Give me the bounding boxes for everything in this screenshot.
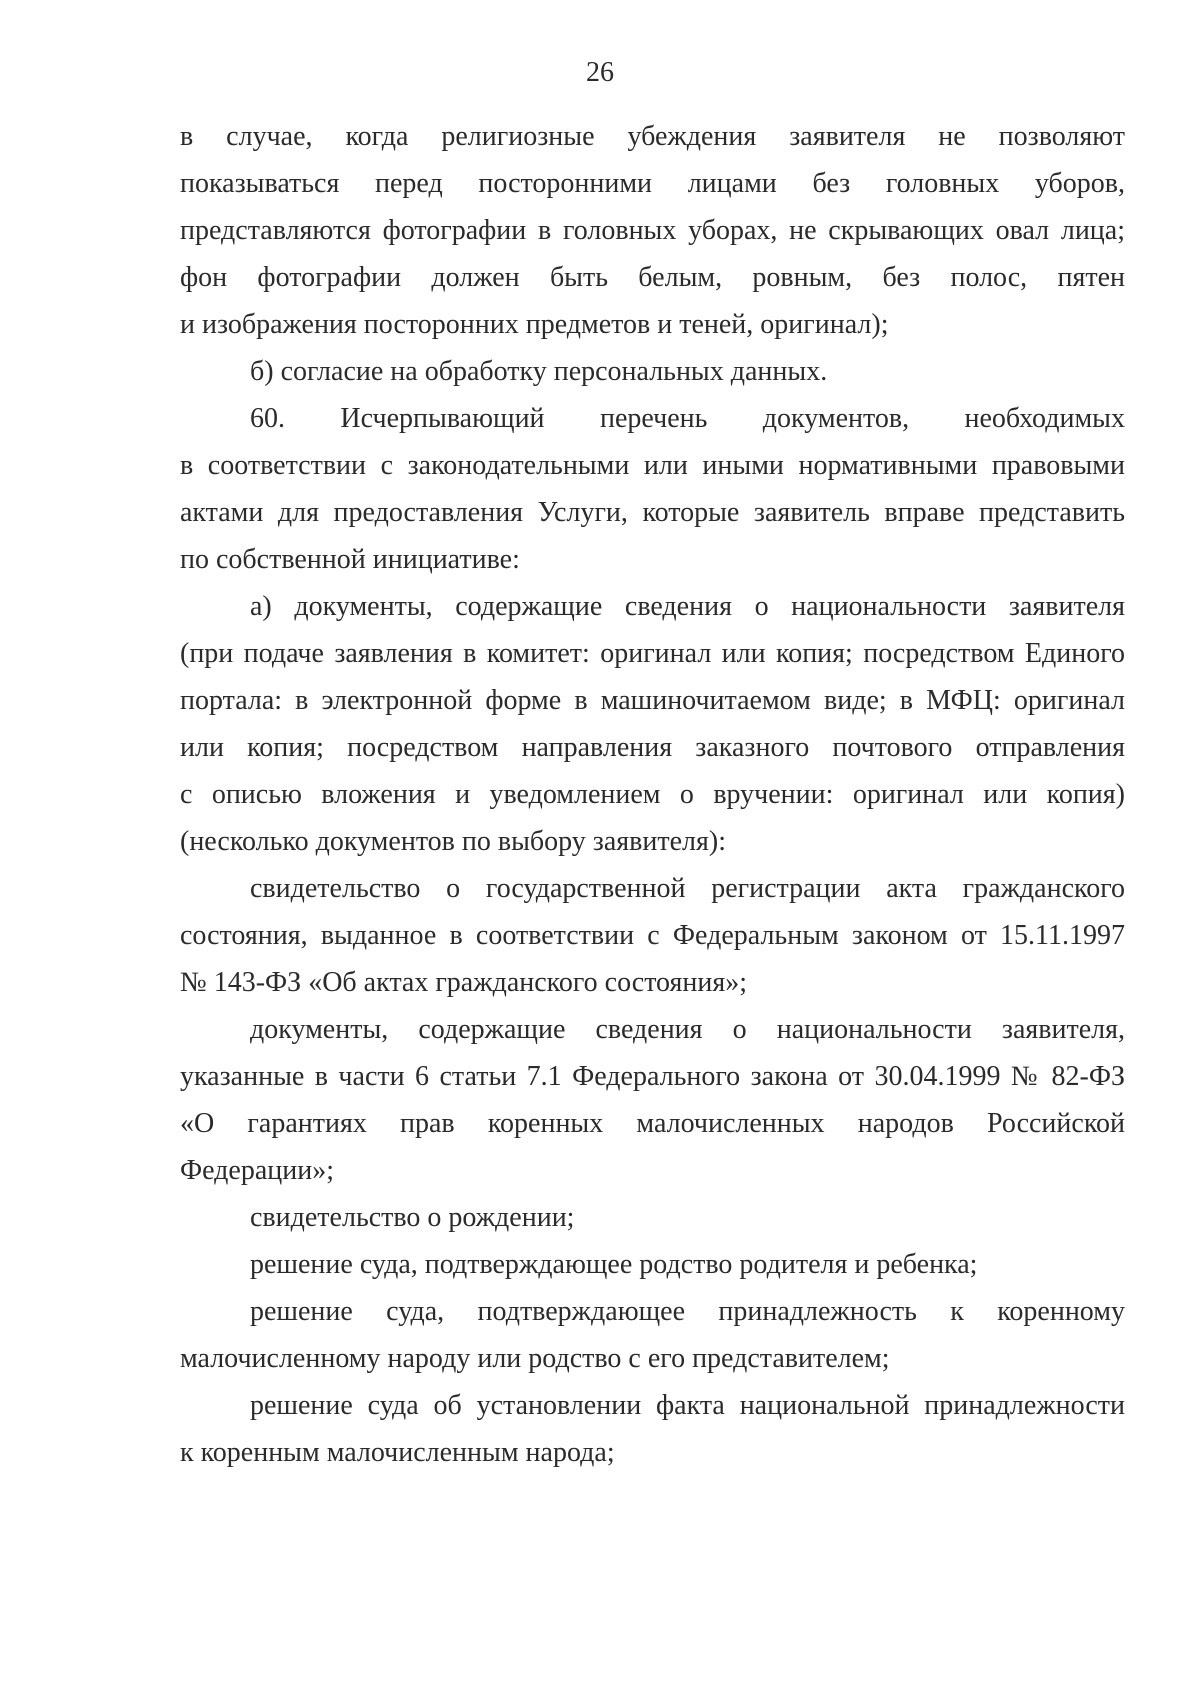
text-line: документы, содержащие сведения о национальности заявителя, [250, 1014, 1125, 1045]
paragraph-civil-registration-certificate [180, 865, 1125, 1006]
paragraph-birth-certificate [180, 1194, 1125, 1241]
text-line: свидетельство о государственной регистрации акта гражданского [250, 873, 1125, 904]
text-line: актами для предоставления Услуги, которые заявитель вправе представить [180, 497, 1125, 528]
paragraph-nationality-documents [180, 1006, 1125, 1194]
list-item-a-documents [180, 583, 1125, 865]
document-body [180, 113, 1125, 1476]
text-line: решение суда, подтверждающее принадлежность к коренному [250, 1296, 1125, 1327]
text-line: указанные в части 6 статьи 7.1 Федерального закона от 30.04.1999 № 82-ФЗ [180, 1061, 1125, 1092]
text-line: с описью вложения и уведомлением о вручении: оригинал или копия) [180, 779, 1125, 810]
text-line: свидетельство о рождении; [250, 1202, 575, 1233]
text-line: состояния, выданное в соответствии с Федеральным законом от 15.11.1997 [180, 920, 1125, 951]
paragraph-religious-headwear [180, 113, 1125, 348]
list-item-b-consent [180, 348, 1125, 395]
text-line: представляются фотографии в головных уборах, не скрывающих овал лица; [180, 215, 1125, 246]
text-line: по собственной инициативе: [180, 544, 520, 575]
text-line: «О гарантиях прав коренных малочисленных народов Российской [180, 1108, 1125, 1139]
text-line: Федерации»; [180, 1155, 335, 1186]
text-line: к коренным малочисленным народа; [180, 1437, 615, 1468]
text-line: портала: в электронной форме в машиночитаемом виде; в МФЦ: оригинал [180, 685, 1125, 716]
text-line: решение суда об установлении факта национальной принадлежности [250, 1390, 1125, 1421]
text-line: в соответствии с законодательными или иными нормативными правовыми [180, 450, 1125, 481]
text-line: малочисленному народу или родство с его представителем; [180, 1343, 890, 1374]
text-line: № 143-ФЗ «Об актах гражданского состояния»; [180, 967, 748, 998]
paragraph-60 [180, 395, 1125, 583]
text-line: в случае, когда религиозные убеждения заявителя не позволяют [180, 121, 1125, 152]
text-line: или копия; посредством направления заказного почтового отправления [180, 732, 1125, 763]
paragraph-court-decision-nationality [180, 1382, 1125, 1476]
paragraph-court-decision-kinship [180, 1241, 1125, 1288]
text-line: показываться перед посторонними лицами без головных уборов, [180, 168, 1125, 199]
page-number: 26 [586, 57, 614, 88]
paragraph-court-decision-belonging [180, 1288, 1125, 1382]
text-line: фон фотографии должен быть белым, ровным, без полос, пятен [180, 262, 1125, 293]
text-line: 60. Исчерпывающий перечень документов, необходимых [250, 403, 1125, 434]
text-line: решение суда, подтверждающее родство родителя и ребенка; [250, 1249, 978, 1280]
text-line: б) согласие на обработку персональных данных. [250, 356, 828, 387]
text-line: (при подаче заявления в комитет: оригинал или копия; посредством Единого [180, 638, 1125, 669]
text-line: и изображения посторонних предметов и теней, оригинал); [180, 309, 889, 340]
text-line: (несколько документов по выбору заявителя): [180, 826, 726, 857]
text-line: а) документы, содержащие сведения о национальности заявителя [250, 591, 1125, 622]
